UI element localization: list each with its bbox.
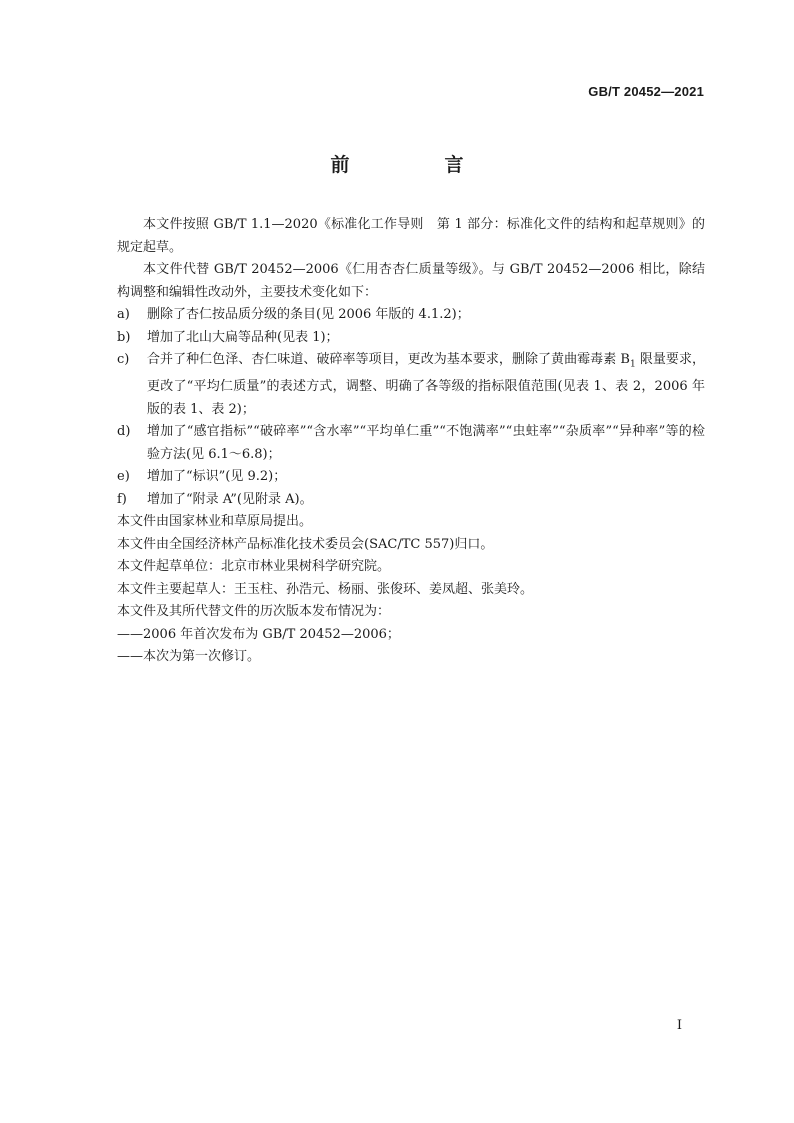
list-text: 增加了“标识”(见 9.2)； xyxy=(147,469,287,485)
list-marker: c) xyxy=(117,352,130,367)
statement-drafting-unit: 本文件起草单位：北京市林业果树科学研究院。 xyxy=(117,559,391,575)
list-text: 删除了杏仁按品质分级的条目(见 2006 年版的 4.1.2)； xyxy=(147,307,470,322)
list-marker: e) xyxy=(117,469,130,485)
list-marker: b) xyxy=(117,329,131,345)
list-marker: a) xyxy=(117,307,130,322)
statement-proposer: 本文件由国家林业和草原局提出。 xyxy=(117,514,313,530)
list-text-part: 限量要求，更改了“平均仁质量”的表述方式，调整、明确了各等级的指标限值范围(见表 1、表 2，2006 年版的表 1、表 2)； xyxy=(147,352,705,417)
history-item: ——2006 年首次发布为 GB/T 20452—2006； xyxy=(117,626,400,642)
subscript: 1 xyxy=(629,359,636,370)
statement-committee: 本文件由全国经济林产品标准化技术委员会(SAC/TC 557)归口。 xyxy=(117,536,494,552)
list-item xyxy=(117,421,705,466)
list-text: 增加了北山大扁等品种(见表 1)； xyxy=(147,329,339,345)
history-item: ——本次为第一次修订。 xyxy=(117,649,261,665)
page-title: 前 言 xyxy=(330,154,502,176)
list-item xyxy=(117,466,705,489)
paragraph-replacement: 本文件代替 GB/T 20452—2006《仁用杏杏仁质量等级》。与 GB/T 20452—2006 相比，除结构调整和编辑性改动外，主要技术变化如下： xyxy=(117,262,705,300)
list-item xyxy=(117,489,705,512)
list-text-part: 合并了种仁色泽、杏仁味道、破碎率等项目，更改为基本要求，删除了黄曲霉毒素 B xyxy=(147,352,630,367)
statement-drafters: 本文件主要起草人：王玉柱、孙浩元、杨丽、张俊环、姜凤超、张美玲。 xyxy=(117,581,534,597)
page-number: I xyxy=(676,1018,682,1033)
list-item xyxy=(117,304,705,327)
paragraph-drafting-rules: 本文件按照 GB/T 1.1—2020《标准化工作导则 第 1 部分：标准化文件的结构和起草规则》的规定起草。 xyxy=(117,217,705,255)
list-text: 增加了“感官指标”“破碎率”“含水率”“平均单仁重”“不饱满率”“虫蛀率”“杂质率”“异种率”等的检验方法(见 6.1～6.8)； xyxy=(147,424,705,462)
standard-code: GB/T 20452—2021 xyxy=(588,84,704,99)
list-text xyxy=(147,349,705,421)
statement-history-intro: 本文件及其所代替文件的历次版本发布情况为： xyxy=(117,604,391,620)
list-item xyxy=(117,327,705,350)
list-marker: d) xyxy=(117,424,131,440)
foreword-body xyxy=(117,214,705,669)
list-marker: f) xyxy=(117,491,127,507)
list-item xyxy=(117,349,705,421)
list-text: 增加了“附录 A”(见附录 A)。 xyxy=(147,491,313,507)
